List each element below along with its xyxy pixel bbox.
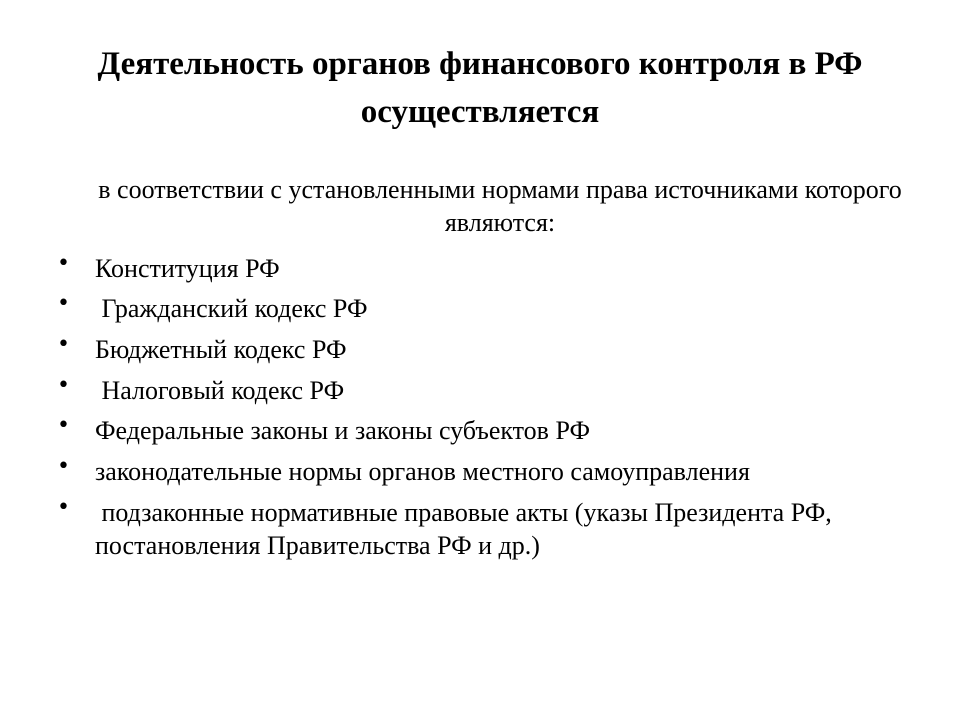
list-item-text: Налоговый кодекс РФ	[95, 376, 345, 405]
list-item-text: Гражданский кодекс РФ	[95, 294, 368, 323]
list-item-text: Бюджетный кодекс РФ	[95, 335, 347, 364]
list-item-text: Конституция РФ	[95, 254, 280, 283]
list-item-text: законодательные нормы органов местного самоуправления	[95, 457, 750, 486]
bullet-icon: •	[57, 332, 70, 357]
list-item-text: подзаконные нормативные правовые акты (указы Президента РФ, постановления Правительства РФ и др.)	[95, 498, 839, 560]
bullet-icon: •	[57, 413, 70, 438]
list-item-text: Федеральные законы и законы субъектов РФ	[95, 416, 591, 445]
slide-title: Деятельность органов финансового контроля в РФ осуществляется	[97, 46, 863, 130]
bullet-icon: •	[57, 373, 70, 398]
bullet-icon: •	[57, 495, 70, 520]
bullet-icon: •	[57, 454, 70, 479]
intro-text: в соответствии с установленными нормами права источниками которого являются:	[98, 175, 902, 237]
bullet-icon: •	[57, 291, 70, 316]
bullet-icon: •	[57, 251, 70, 276]
